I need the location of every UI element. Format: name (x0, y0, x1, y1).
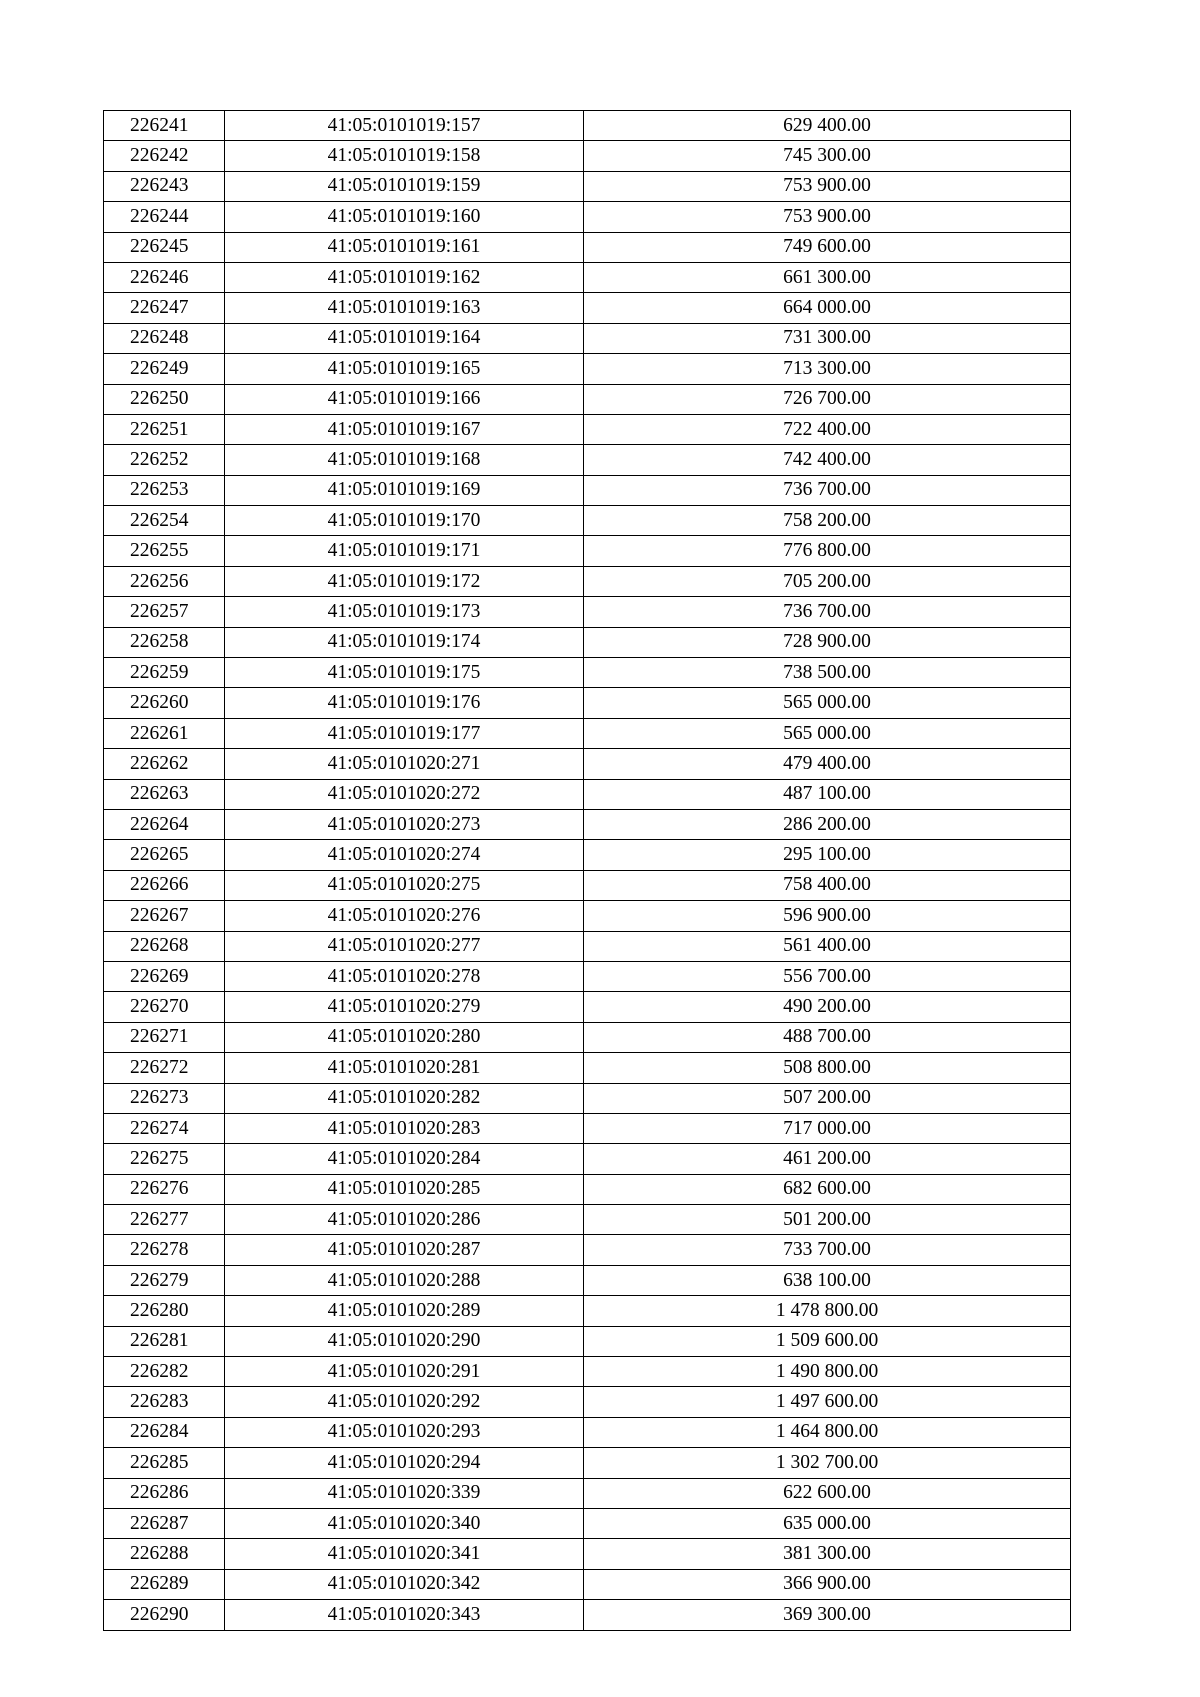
table-row (104, 1569, 1071, 1599)
cadastral-value-cell: 722 400.00 (584, 414, 1071, 444)
cadastral-number-cell: 41:05:0101019:175 (225, 658, 584, 688)
cadastral-value-cell: 749 600.00 (584, 232, 1071, 262)
cadastral-value-cell: 664 000.00 (584, 293, 1071, 323)
table-row (104, 536, 1071, 566)
cadastral-number-cell: 41:05:0101020:279 (225, 992, 584, 1022)
cadastral-value-cell: 713 300.00 (584, 354, 1071, 384)
row-id-cell: 226275 (104, 1144, 225, 1174)
table-row (104, 506, 1071, 536)
cadastral-number-cell: 41:05:0101020:280 (225, 1022, 584, 1052)
row-id-cell: 226285 (104, 1448, 225, 1478)
table-row (104, 961, 1071, 991)
cadastral-number-cell: 41:05:0101020:283 (225, 1113, 584, 1143)
cadastral-number-cell: 41:05:0101020:287 (225, 1235, 584, 1265)
table-row (104, 1205, 1071, 1235)
cadastral-value-cell: 736 700.00 (584, 475, 1071, 505)
cadastral-value-cell: 556 700.00 (584, 961, 1071, 991)
cadastral-number-cell: 41:05:0101019:157 (225, 111, 584, 141)
cadastral-value-cell: 742 400.00 (584, 445, 1071, 475)
cadastral-number-cell: 41:05:0101020:293 (225, 1417, 584, 1447)
cadastral-number-cell: 41:05:0101019:168 (225, 445, 584, 475)
table-row (104, 354, 1071, 384)
cadastral-number-cell: 41:05:0101020:343 (225, 1600, 584, 1630)
row-id-cell: 226269 (104, 961, 225, 991)
cadastral-value-cell: 501 200.00 (584, 1205, 1071, 1235)
cadastral-value-cell: 629 400.00 (584, 111, 1071, 141)
cadastral-number-cell: 41:05:0101020:274 (225, 840, 584, 870)
cadastral-value-cell: 661 300.00 (584, 262, 1071, 292)
row-id-cell: 226281 (104, 1326, 225, 1356)
table-row (104, 293, 1071, 323)
table-row (104, 718, 1071, 748)
row-id-cell: 226289 (104, 1569, 225, 1599)
row-id-cell: 226260 (104, 688, 225, 718)
table-body (104, 111, 1071, 1631)
cadastral-value-cell: 1 509 600.00 (584, 1326, 1071, 1356)
table-row (104, 1022, 1071, 1052)
cadastral-number-cell: 41:05:0101020:286 (225, 1205, 584, 1235)
cadastral-number-cell: 41:05:0101020:342 (225, 1569, 584, 1599)
cadastral-value-cell: 733 700.00 (584, 1235, 1071, 1265)
cadastral-value-cell: 705 200.00 (584, 566, 1071, 596)
row-id-cell: 226251 (104, 414, 225, 444)
table-row (104, 171, 1071, 201)
cadastral-value-cell: 731 300.00 (584, 323, 1071, 353)
table-row (104, 566, 1071, 596)
cadastral-number-cell: 41:05:0101019:164 (225, 323, 584, 353)
cadastral-number-cell: 41:05:0101020:275 (225, 870, 584, 900)
row-id-cell: 226253 (104, 475, 225, 505)
row-id-cell: 226256 (104, 566, 225, 596)
row-id-cell: 226287 (104, 1508, 225, 1538)
cadastral-value-cell: 488 700.00 (584, 1022, 1071, 1052)
row-id-cell: 226263 (104, 779, 225, 809)
cadastral-number-cell: 41:05:0101019:163 (225, 293, 584, 323)
table-row (104, 992, 1071, 1022)
table-row (104, 475, 1071, 505)
table-row (104, 1357, 1071, 1387)
row-id-cell: 226257 (104, 597, 225, 627)
row-id-cell: 226277 (104, 1205, 225, 1235)
row-id-cell: 226252 (104, 445, 225, 475)
table-row (104, 1235, 1071, 1265)
cadastral-value-cell: 738 500.00 (584, 658, 1071, 688)
table-row (104, 1539, 1071, 1569)
table-row (104, 1326, 1071, 1356)
cadastral-value-cell: 745 300.00 (584, 141, 1071, 171)
cadastral-number-cell: 41:05:0101020:273 (225, 809, 584, 839)
table-row (104, 1448, 1071, 1478)
cadastral-number-cell: 41:05:0101019:171 (225, 536, 584, 566)
cadastral-number-cell: 41:05:0101019:160 (225, 202, 584, 232)
cadastral-value-cell: 736 700.00 (584, 597, 1071, 627)
table-row (104, 445, 1071, 475)
row-id-cell: 226265 (104, 840, 225, 870)
row-id-cell: 226290 (104, 1600, 225, 1630)
cadastral-number-cell: 41:05:0101020:290 (225, 1326, 584, 1356)
cadastral-number-cell: 41:05:0101020:339 (225, 1478, 584, 1508)
cadastral-number-cell: 41:05:0101020:278 (225, 961, 584, 991)
cadastral-number-cell: 41:05:0101020:276 (225, 901, 584, 931)
row-id-cell: 226267 (104, 901, 225, 931)
cadastral-number-cell: 41:05:0101020:288 (225, 1265, 584, 1295)
cadastral-value-cell: 638 100.00 (584, 1265, 1071, 1295)
cadastral-value-cell: 286 200.00 (584, 809, 1071, 839)
table-row (104, 688, 1071, 718)
cadastral-value-cell: 1 478 800.00 (584, 1296, 1071, 1326)
cadastral-value-cell: 753 900.00 (584, 171, 1071, 201)
row-id-cell: 226247 (104, 293, 225, 323)
cadastral-number-cell: 41:05:0101020:289 (225, 1296, 584, 1326)
cadastral-number-cell: 41:05:0101020:340 (225, 1508, 584, 1538)
cadastral-number-cell: 41:05:0101020:282 (225, 1083, 584, 1113)
row-id-cell: 226250 (104, 384, 225, 414)
row-id-cell: 226255 (104, 536, 225, 566)
row-id-cell: 226262 (104, 749, 225, 779)
table-row (104, 414, 1071, 444)
cadastral-value-cell: 561 400.00 (584, 931, 1071, 961)
table-row (104, 931, 1071, 961)
table-row (104, 384, 1071, 414)
table-row (104, 840, 1071, 870)
cadastral-value-cell: 508 800.00 (584, 1053, 1071, 1083)
row-id-cell: 226284 (104, 1417, 225, 1447)
cadastral-value-cell: 635 000.00 (584, 1508, 1071, 1538)
cadastral-value-cell: 726 700.00 (584, 384, 1071, 414)
cadastral-number-cell: 41:05:0101019:177 (225, 718, 584, 748)
row-id-cell: 226261 (104, 718, 225, 748)
cadastral-number-cell: 41:05:0101020:271 (225, 749, 584, 779)
cadastral-number-cell: 41:05:0101019:172 (225, 566, 584, 596)
cadastral-number-cell: 41:05:0101020:292 (225, 1387, 584, 1417)
cadastral-number-cell: 41:05:0101020:285 (225, 1174, 584, 1204)
table-row (104, 627, 1071, 657)
row-id-cell: 226245 (104, 232, 225, 262)
cadastral-value-cell: 381 300.00 (584, 1539, 1071, 1569)
cadastral-value-cell: 490 200.00 (584, 992, 1071, 1022)
row-id-cell: 226282 (104, 1357, 225, 1387)
cadastral-value-cell: 682 600.00 (584, 1174, 1071, 1204)
row-id-cell: 226242 (104, 141, 225, 171)
cadastral-number-cell: 41:05:0101019:167 (225, 414, 584, 444)
cadastral-number-cell: 41:05:0101019:169 (225, 475, 584, 505)
table-row (104, 1174, 1071, 1204)
cadastral-number-cell: 41:05:0101019:161 (225, 232, 584, 262)
row-id-cell: 226248 (104, 323, 225, 353)
row-id-cell: 226259 (104, 658, 225, 688)
cadastral-value-cell: 295 100.00 (584, 840, 1071, 870)
row-id-cell: 226264 (104, 809, 225, 839)
row-id-cell: 226266 (104, 870, 225, 900)
cadastral-number-cell: 41:05:0101020:341 (225, 1539, 584, 1569)
table-row (104, 1417, 1071, 1447)
cadastral-value-cell: 461 200.00 (584, 1144, 1071, 1174)
table-row (104, 1053, 1071, 1083)
cadastral-value-cell: 717 000.00 (584, 1113, 1071, 1143)
cadastral-number-cell: 41:05:0101020:277 (225, 931, 584, 961)
cadastral-value-cell: 479 400.00 (584, 749, 1071, 779)
row-id-cell: 226254 (104, 506, 225, 536)
row-id-cell: 226244 (104, 202, 225, 232)
cadastral-number-cell: 41:05:0101019:166 (225, 384, 584, 414)
cadastral-number-cell: 41:05:0101019:158 (225, 141, 584, 171)
row-id-cell: 226283 (104, 1387, 225, 1417)
cadastral-value-cell: 1 490 800.00 (584, 1357, 1071, 1387)
cadastral-number-cell: 41:05:0101020:281 (225, 1053, 584, 1083)
table-row (104, 262, 1071, 292)
table-row (104, 870, 1071, 900)
row-id-cell: 226279 (104, 1265, 225, 1295)
row-id-cell: 226274 (104, 1113, 225, 1143)
cadastral-number-cell: 41:05:0101020:272 (225, 779, 584, 809)
table-row (104, 1083, 1071, 1113)
cadastral-value-cell: 776 800.00 (584, 536, 1071, 566)
table-row (104, 1144, 1071, 1174)
table-row (104, 141, 1071, 171)
cadastral-number-cell: 41:05:0101019:173 (225, 597, 584, 627)
cadastral-value-table (103, 110, 1071, 1631)
cadastral-number-cell: 41:05:0101020:284 (225, 1144, 584, 1174)
cadastral-value-cell: 369 300.00 (584, 1600, 1071, 1630)
row-id-cell: 226286 (104, 1478, 225, 1508)
table-row (104, 1113, 1071, 1143)
table-row (104, 1296, 1071, 1326)
table-row (104, 658, 1071, 688)
cadastral-value-cell: 622 600.00 (584, 1478, 1071, 1508)
row-id-cell: 226280 (104, 1296, 225, 1326)
cadastral-value-cell: 1 497 600.00 (584, 1387, 1071, 1417)
table-row (104, 1387, 1071, 1417)
row-id-cell: 226273 (104, 1083, 225, 1113)
table-row (104, 111, 1071, 141)
cadastral-value-cell: 565 000.00 (584, 718, 1071, 748)
table-row (104, 202, 1071, 232)
row-id-cell: 226276 (104, 1174, 225, 1204)
cadastral-value-cell: 565 000.00 (584, 688, 1071, 718)
row-id-cell: 226272 (104, 1053, 225, 1083)
row-id-cell: 226243 (104, 171, 225, 201)
row-id-cell: 226241 (104, 111, 225, 141)
cadastral-value-cell: 758 200.00 (584, 506, 1071, 536)
table-row (104, 597, 1071, 627)
cadastral-value-cell: 758 400.00 (584, 870, 1071, 900)
row-id-cell: 226249 (104, 354, 225, 384)
cadastral-value-cell: 728 900.00 (584, 627, 1071, 657)
table-row (104, 901, 1071, 931)
table-row (104, 779, 1071, 809)
cadastral-value-cell: 596 900.00 (584, 901, 1071, 931)
cadastral-number-cell: 41:05:0101019:165 (225, 354, 584, 384)
cadastral-number-cell: 41:05:0101019:176 (225, 688, 584, 718)
row-id-cell: 226271 (104, 1022, 225, 1052)
cadastral-value-cell: 753 900.00 (584, 202, 1071, 232)
table-row (104, 1600, 1071, 1630)
row-id-cell: 226258 (104, 627, 225, 657)
row-id-cell: 226246 (104, 262, 225, 292)
cadastral-value-cell: 1 464 800.00 (584, 1417, 1071, 1447)
table-row (104, 1508, 1071, 1538)
table-row (104, 749, 1071, 779)
table-row (104, 232, 1071, 262)
row-id-cell: 226288 (104, 1539, 225, 1569)
cadastral-value-cell: 1 302 700.00 (584, 1448, 1071, 1478)
row-id-cell: 226278 (104, 1235, 225, 1265)
cadastral-number-cell: 41:05:0101019:162 (225, 262, 584, 292)
table-row (104, 323, 1071, 353)
cadastral-number-cell: 41:05:0101020:291 (225, 1357, 584, 1387)
row-id-cell: 226270 (104, 992, 225, 1022)
cadastral-number-cell: 41:05:0101019:159 (225, 171, 584, 201)
cadastral-number-cell: 41:05:0101019:170 (225, 506, 584, 536)
cadastral-value-cell: 366 900.00 (584, 1569, 1071, 1599)
cadastral-value-cell: 487 100.00 (584, 779, 1071, 809)
cadastral-number-cell: 41:05:0101019:174 (225, 627, 584, 657)
table-row (104, 809, 1071, 839)
cadastral-value-cell: 507 200.00 (584, 1083, 1071, 1113)
table-row (104, 1265, 1071, 1295)
row-id-cell: 226268 (104, 931, 225, 961)
cadastral-number-cell: 41:05:0101020:294 (225, 1448, 584, 1478)
table-row (104, 1478, 1071, 1508)
